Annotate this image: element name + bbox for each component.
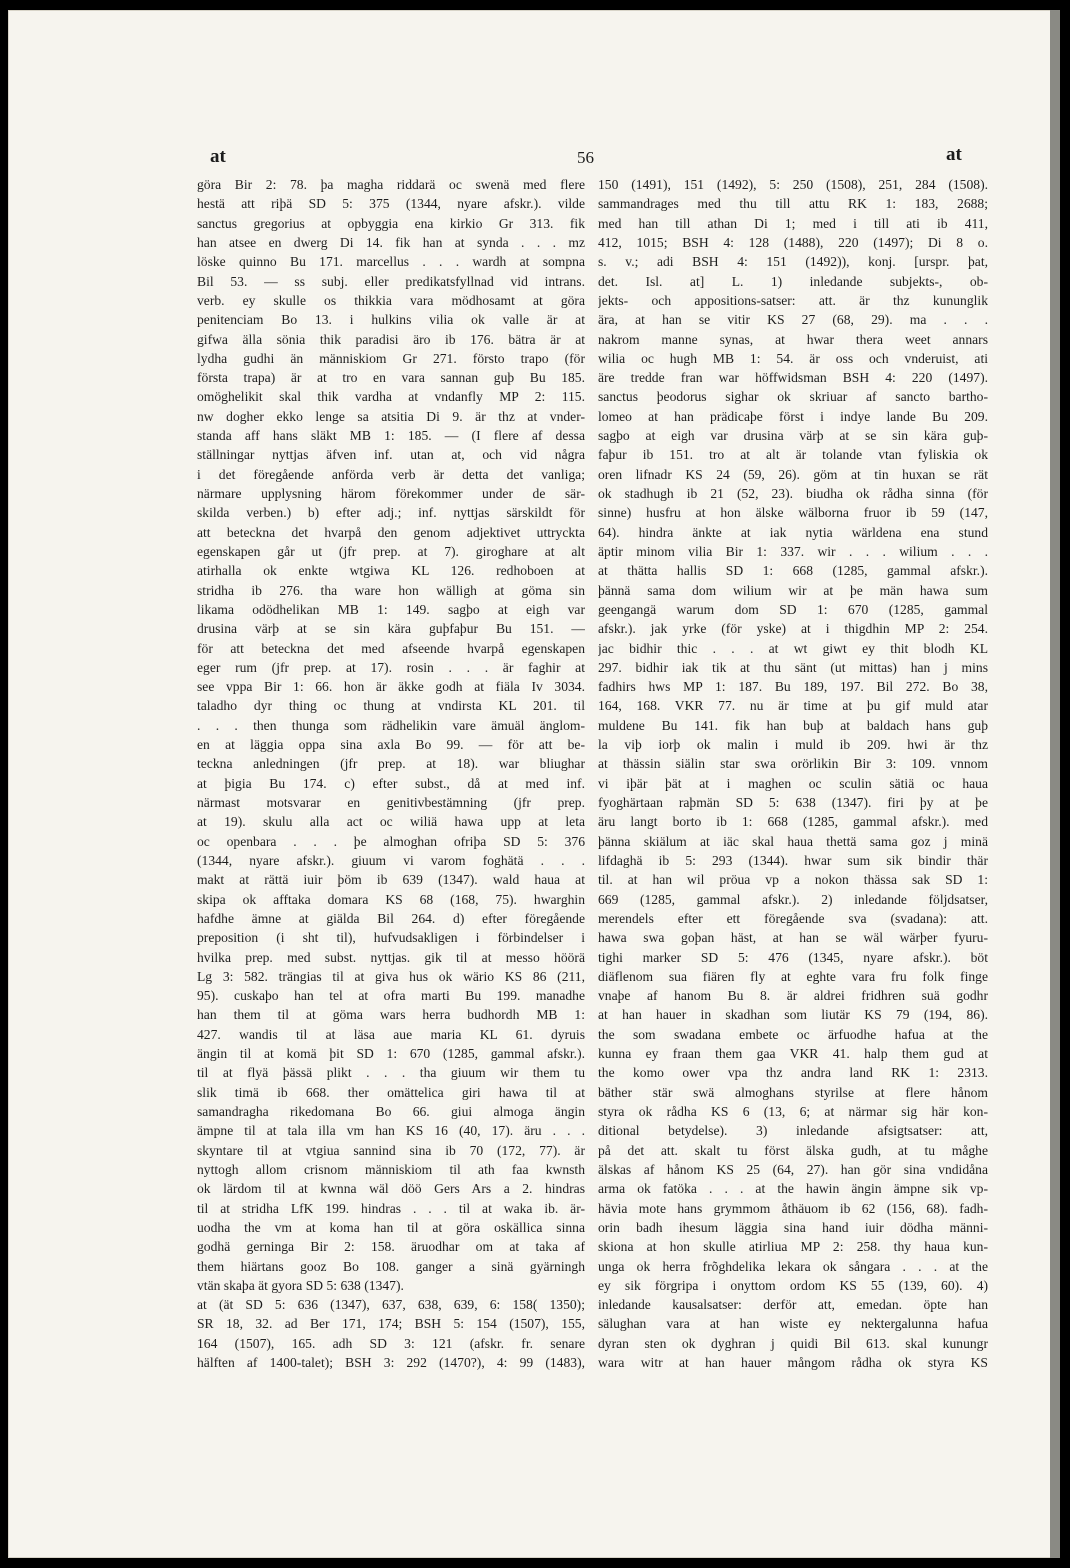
left-column-line: oc openbara . . . þe almoghan ofriþa SD 5: 376 [197,833,585,849]
left-column-line: uodha the vm at koma han til at göra oskällica sinna [197,1219,585,1235]
left-column-line: hvilka prep. med subst. nyttjas. gik til at messo höörä [197,949,585,965]
left-column-line: likama odödhelikan MB 1: 149. sagþo at eigh var [197,601,585,617]
left-column-line: hafdhe ämne at giälda Bil 264. d) efter föregående [197,910,585,926]
left-column-line: . . . then thunga som rädhelikin vare ämuäl änglom- [197,717,585,733]
right-column-line: merendels efter ett föregående sva (svadana): att. [598,910,988,926]
left-column-line: drusina värþ at se sin kära guþfaþur Bu 151. — [197,621,585,637]
right-column-line: sinne) husfru at hon älske wälborna fruor ib 59 (147, [598,505,988,521]
right-column-line: styra ok rådha KS 6 (13, 6; at närmar sig här kon- [598,1104,988,1119]
left-column-line: see vppa Bir 1: 66. hon är äkke godh at fiäla Iv 3034. [197,679,585,695]
right-column-line: fadhirs hws MP 1: 187. Bu 189, 197. Bil 272. Bo 38, [598,679,988,695]
header-right-headword: at [946,144,962,165]
right-column-line: med han till athan Di 1; med i till ati ib 411, [598,215,988,231]
left-column-line: til at flyä þässä plikt . . . tha giuum wir them tu [197,1065,585,1081]
right-column-line: lomeo at han prädicaþe först i indye lande Bu 209. [598,408,988,424]
left-column-line: en at läggia oppa sina axla Bo 99. — för att be- [197,737,585,753]
right-column-line: faþur ib 151. tro at alt är tolande vtan fyliskia ok [598,447,988,463]
right-column-line: orin badh ihesum läggia sina hand iuir dödha männi- [598,1219,988,1235]
right-column-line: s. v.; adi BSH 4: 151 (1492)), konj. [urspr. þat, [598,254,988,270]
right-column-line: the som swadana embete oc ärfuodhe hafua at the [598,1026,988,1042]
right-column-line: 64). hindra änkte at iak nytia wärldena ena stund [598,524,988,540]
right-column-line: ok stadhugh ib 21 (52, 23). biudha ok rådha sinna (för [598,486,988,501]
left-column-line: ok lärdom til at kwnna wäl döö Gers Ars a 2. hindras [197,1181,585,1197]
left-column-line: egenskapen går ut (jfr prep. at 7). giroghare at alt [197,543,585,559]
right-column-line: äru langt borto ib 1: 668 (1285, gammal afskr.). med [598,814,988,830]
right-column-line: äre tredde fran war höffwidsman BSH 4: 220 (1497). [598,370,988,386]
left-column-line: löske quinno Bu 171. marcellus . . . wardh at sompna [197,254,585,270]
left-column-line: standa aff hans släkt MB 1: 185. — (I flere af dessa [197,428,585,444]
right-column-line: dyran sten ok dyghran j quidi Bil 613. skal kunungr [598,1335,988,1351]
right-column-line: wilia oc hugh MB 1: 54. är oss och vnderuist, ati [598,350,988,366]
right-column-line: sälughan vara at han wiste ey nektergalunna hafua [598,1316,988,1332]
left-column-line: gifwa älla sönia thik paradisi äro ib 176. bätra är at [197,331,585,347]
right-column-line: det. Isl. at] L. 1) inledande subjekts-, ob- [598,273,988,289]
left-column-line: til at stridha LfK 199. hindras . . . til at waka ib. är- [197,1200,585,1216]
right-column-line: geengangä warum dom SD 1: 670 (1285, gammal [598,601,988,617]
left-column-line: verb. ey skulle os thikkia vara mödhosamt at göra [197,292,585,308]
left-column-line: nw dogher ekko lenge sa atsitia Di 9. är thz at vnder- [197,408,585,424]
left-column-line: atirhalla ok enkte wtgiwa KL 126. redhoboen at [197,563,585,579]
left-column-line: i det föregående anförda verb är detta det vanliga; [197,466,585,482]
right-column-line: 164, 168. VKR 77. nu är time at þu gif muld atar [598,698,988,714]
right-column-line: at han hauer in skadhan som liutär KS 79 (194, 86). [598,1007,988,1023]
right-column-line: fyoghärtaan raþmän SD 5: 638 (1347). firi þy at þe [598,795,988,810]
right-column-line: jekts- och appositions-satser: att. är thz kununglik [598,292,988,308]
left-column-line: godhä gerninga Bir 2: 158. äruodhar om at taka af [197,1239,585,1255]
right-column-line: lifdaghä ib 5: 293 (1344). hwar sum sik bindir thär [598,852,988,868]
right-column-line: til. at han wil pröua vp a nokon thässa sak SD 1: [598,872,988,888]
right-column-line: hawa swa goþan häst, at han se wäl wärþer fyuru- [598,930,988,946]
left-column-line: at þigia Bu 174. c) efter subst., då at med inf. [197,775,585,791]
right-column-line: ey sik förgripa i onyttom ordom KS 55 (139, 60). 4) [598,1277,988,1293]
left-column-line: skipa ok afftaka domara KS 68 (168, 75). hwarghin [197,891,585,907]
left-column-line: hestä att riþä SD 5: 375 (1344, nyare afskr.). vilde [197,196,585,212]
left-column-line: 95). cuskaþo han tel at ofra marti Bu 199. manadhe [197,988,585,1004]
right-column-line: wara witr at han hauer mångom rådha ok styra KS [598,1355,988,1371]
left-column-line: (1344, nyare afskr.). giuum vi varom foghätä . . . [197,852,585,868]
left-column-line: göra Bir 2: 78. þa magha riddarä oc swenä med flere [197,177,585,192]
page-edge-bar [1050,10,1060,1558]
right-column-line: 150 (1491), 151 (1492), 5: 250 (1508), 251, 284 (1508). [598,177,988,192]
right-column-line: at thätta hallis SD 1: 668 (1285, gammal afskr.). [598,563,988,579]
left-column-line: lydha gudhi än människiom Gr 271. försto trapo (för [197,350,585,366]
left-column-line: eger rum (jfr prep. at 17). rosin . . . är faghir at [197,659,585,675]
right-column-line: þänna skiälum at iäc skal haua thettä sama goz j minä [598,833,988,849]
left-column-line: närmast motsvarar en genitivbestämning (jfr prep. [197,795,585,810]
right-column-line: vnaþe af hanom Bu 8. är aldrei fridhren suä godhr [598,988,988,1004]
right-column-line: at thässin siälin star swa orörlikin Bir 3: 109. vnnom [598,756,988,772]
left-column-line: första trapa) är at tro en vara sannan guþ Bu 185. [197,370,585,386]
left-column-line: att beteckna det hvarpå den genom adjektivet uttryckta [197,524,585,540]
left-column-line: hälften af 1400-talet); BSH 3: 292 (1470?), 4: 99 (1483), [197,1355,585,1371]
left-column-line: Lg 3: 582. trängias til at giva hus ok wärio KS 86 (211, [197,968,585,984]
left-column-line: skilda verben.) b) efter adj.; inf. nyttjas särskildt för [197,505,585,521]
left-column-line: 164 (1507), 165. adh SD 3: 121 (afskr. fr. senare [197,1335,585,1351]
right-column-line: afskr.). jak yrke (för yske) at i thigdhin MP 2: 254. [598,621,988,637]
right-column-line: sagþo at eigh var drusina värþ at se sin kära guþ- [598,428,988,444]
right-column-line: skiona at hon skulle atirliua MP 2: 258. thy haua kun- [598,1239,988,1255]
left-column-line: Bil 53. — ss subj. eller predikatsfyllnad vid intrans. [197,273,585,289]
left-column-line: at (ät SD 5: 636 (1347), 637, 638, 639, 6: 158( 1350); [197,1297,585,1313]
right-column-line: nakrom manne synas, at hwar thera weet annars [598,331,988,347]
right-column-line: diäflenom sua fiären fly at eghte vara fru folk finge [598,968,988,984]
right-column-line: sanctus þeodorus sighar ok skriuar af sancto bartho- [598,389,988,405]
right-column-line: ditional betydelse). 3) inledande afsigtsatser: att, [598,1123,988,1139]
left-column-line: slik timä ib 668. ther omättelica giri hawa til at [197,1084,585,1100]
right-column-line: hävia mote hans grymmom åthäuom ib 62 (156, 68). fadh- [598,1200,988,1216]
right-column-line: på det att. skalt tu först älska gudh, at tu måghe [598,1142,988,1158]
left-column-line: penitenciam Bo 13. i hulkins vilia ok valle är at [197,312,585,328]
left-column-line: 427. wandis til at läsa aue maria KL 61. dyruis [197,1026,585,1042]
right-column-line: ära, at han se vitir KS 27 (68, 29). ma . . . [598,312,988,328]
header-left-headword: at [210,146,226,167]
left-column-line: vtän skaþa ät gyora SD 5: 638 (1347). [197,1277,404,1293]
left-column-line: sanctus gregorius at opbyggia ena kirkio Gr 313. fik [197,215,585,231]
left-column-line: ängin til at komä þit SD 1: 670 (1285, gammal afskr.). [197,1046,585,1062]
right-column-line: inledande kausalsatser: derför att, emedan. öpte han [598,1297,988,1313]
right-column-line: bäther stär swä almoghans styrilse at flere hånom [598,1084,988,1100]
left-column-line: makt at rättä iuir þöm ib 639 (1347). wald haua at [197,872,585,888]
right-column-line: 297. bidhir iak tik at thu sänt (ut mittas) han j mins [598,659,988,675]
right-column-line: kunna ey fraan them gaa VKR 41. halp them gud at [598,1046,988,1062]
page-number: 56 [577,148,594,167]
left-column-line: taladho dyr thing oc thung at vndirsta KL 201. til [197,698,585,714]
left-column-line: för att beteckna det med afseende hvarpå egenskapen [197,640,585,656]
left-column-line: SR 18, 32. ad Ber 171, 174; BSH 5: 154 (1507), 155, [197,1316,585,1332]
right-column-line: unga ok herra frõghdelika lekara ok sångara . . . at the [598,1258,988,1274]
right-column-line: älskas af hånom KS 25 (64, 27). han gör sina vndidåna [598,1161,988,1177]
right-column [598,175,988,1372]
left-column [197,175,585,1372]
right-column-line: tighi marker SD 5: 476 (1345, nyare afskr.). böt [598,949,988,965]
left-column-line: närmare upplysning härom förekommer under de sär- [197,486,585,501]
left-column-line: preposition (i sht til), hufvudsakligen i förbindelser i [197,930,585,946]
right-column-line: oren lifnadr KS 24 (59, 26). göm at tin huxan se rät [598,466,988,482]
left-column-line: them hiärtans gooz Bo 108. ganger a sinä gyärningh [197,1258,585,1274]
right-column-line: muldene Bu 141. fik han buþ at baldach hans guþ [598,717,988,733]
right-column-line: þännä sama dom wilium wir at þe män hawa sum [598,582,988,598]
left-column-line: at 19). skulu alla act oc wiliä hawa upp at leta [197,814,585,830]
left-column-line: teckna anledningen (jfr prep. at 18). war bliughar [197,756,585,772]
left-column-line: han them til at göma wars herra budhordh MB 1: [197,1007,585,1023]
right-column-line: la viþ iorþ ok malin i muld ib 209. hwi är thz [598,737,988,753]
right-column-line: sammandrages med thu till attu RK 1: 183, 2688; [598,196,988,212]
left-column-line: samandragha rikedomana Bo 66. giui almoga ängin [197,1104,585,1119]
left-column-line: ämpne til at tala illa vm han KS 16 (40, 17). äru . . . [197,1123,585,1139]
right-column-line: the komo ower vpa thz andra land RK 1: 2313. [598,1065,988,1081]
right-column-line: arma ok fatöka . . . at the hawin ängin ämpne sik vp- [598,1181,988,1197]
right-column-line: 412, 1015; BSH 4: 128 (1488), 220 (1497); Di 8 o. [598,234,988,250]
left-column-line: han atsee en dwerg Di 14. fik han at synda . . . mz [197,234,585,250]
left-column-line: omöghelikit skal thik vardha at vndanfly MP 2: 115. [197,389,585,405]
left-column-line: ställningar nyttjas äfven inf. utan at, och vid några [197,447,585,463]
left-column-line: skyntare til at vtgiua sannind sina ib 70 (172, 77). är [197,1142,585,1158]
left-column-line: stridha ib 276. tha ware hon wälligh at göma sin [197,582,585,598]
right-column-line: äptir minom vilia Bir 1: 337. wir . . . wilium . . . [598,543,988,559]
right-column-line: jac bidhir thic . . . at wt giwt ey thit blodh KL [598,640,988,656]
right-column-line: vi iþär þät at i maghen oc sculin sätiä oc haua [598,775,988,791]
right-column-line: 669 (1285, gammal afskr.). 2) inledande följdsatser, [598,891,988,907]
left-column-line: nyttogh allom crisnom människiom til ath faa kwnsth [197,1161,585,1177]
